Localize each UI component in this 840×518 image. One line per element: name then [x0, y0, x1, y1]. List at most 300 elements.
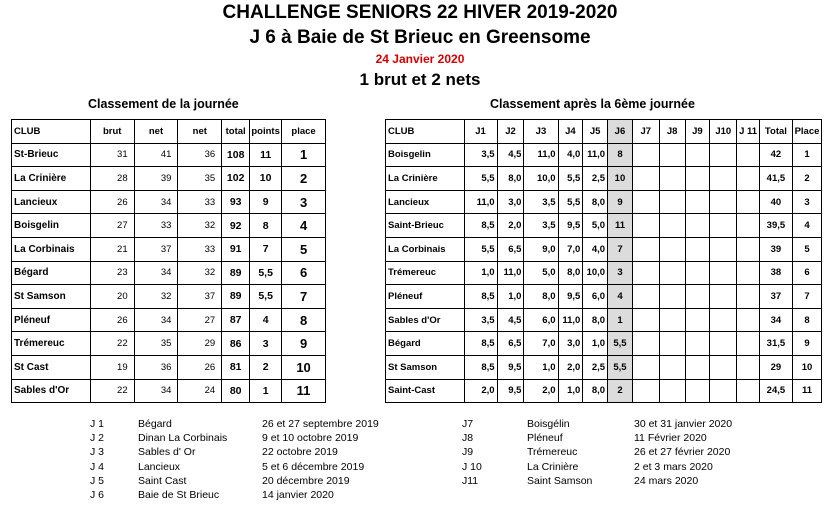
round-points: 2,0 — [464, 379, 497, 403]
net-score-2: 29 — [178, 332, 222, 356]
round-points: 9,5 — [558, 214, 583, 238]
event-subtitle: J 6 à Baie de St Brieuc en Greensome — [249, 27, 591, 48]
round-points: 7,0 — [558, 237, 583, 261]
column-header: J2 — [497, 120, 524, 144]
round-points: 3 — [608, 261, 633, 285]
round-points — [710, 167, 737, 191]
round-points: 10 — [608, 167, 633, 191]
round-points: 11,0 — [558, 308, 583, 332]
total-score: 86 — [222, 332, 250, 356]
round-points — [685, 379, 710, 403]
points: 10 — [250, 167, 282, 191]
brut-score: 23 — [90, 261, 134, 285]
round-points — [710, 379, 737, 403]
round-points — [659, 308, 685, 332]
round-points — [659, 285, 685, 309]
net-score-1: 34 — [134, 308, 178, 332]
round-points: 2,0 — [524, 379, 558, 403]
club-name: St Samson — [12, 285, 91, 309]
page-title: CHALLENGE SENIORS 22 HIVER 2019-2020 — [222, 2, 618, 23]
calendar-club: Trémereuc — [527, 446, 578, 459]
calendar-club: Sables d' Or — [138, 446, 196, 459]
net-score-1: 36 — [134, 355, 178, 379]
total-score: 39,5 — [759, 214, 792, 238]
round-points — [685, 261, 710, 285]
club-name: St Cast — [12, 355, 91, 379]
brut-score: 20 — [90, 285, 134, 309]
place: 6 — [792, 261, 821, 285]
overall-ranking-table — [385, 119, 822, 403]
calendar-j: J 2 — [90, 432, 105, 445]
club-name: St-Brieuc — [12, 143, 91, 167]
brut-score: 22 — [90, 332, 134, 356]
round-points — [632, 261, 659, 285]
calendar-date: 22 octobre 2019 — [262, 446, 338, 459]
total-score: 108 — [222, 143, 250, 167]
round-points — [685, 237, 710, 261]
table-row — [12, 379, 326, 403]
round-points: 8,0 — [583, 379, 608, 403]
brut-score: 22 — [90, 379, 134, 403]
total-score: 42 — [759, 143, 792, 167]
column-header: net — [134, 120, 178, 144]
calendar-club: Saint Cast — [138, 474, 187, 487]
calendar-date: 14 janvier 2020 — [262, 488, 334, 501]
table-row — [12, 285, 326, 309]
calendar-left-clubs — [138, 417, 227, 502]
table-row — [12, 214, 326, 238]
round-points — [737, 332, 760, 356]
round-points — [685, 214, 710, 238]
total-score: 87 — [222, 308, 250, 332]
brut-score: 19 — [90, 355, 134, 379]
calendar-club: Dinan La Corbinais — [138, 432, 228, 445]
net-score-2: 37 — [178, 285, 222, 309]
round-points: 8,0 — [497, 167, 524, 191]
round-points: 5,0 — [524, 261, 558, 285]
points: 5,5 — [250, 285, 282, 309]
round-points: 6,0 — [583, 285, 608, 309]
table-row — [12, 308, 326, 332]
club-name: Boisgelin — [12, 214, 91, 238]
points: 9 — [250, 190, 282, 214]
place: 4 — [282, 214, 326, 238]
round-points — [710, 261, 737, 285]
column-header: CLUB — [12, 120, 91, 144]
total-score: 29 — [759, 355, 792, 379]
round-points — [737, 214, 760, 238]
place: 2 — [282, 167, 326, 191]
round-points: 11,0 — [583, 143, 608, 167]
club-name: La Crinière — [386, 167, 465, 191]
round-points: 2,0 — [558, 355, 583, 379]
round-points: 3,5 — [524, 214, 558, 238]
round-points — [632, 167, 659, 191]
place: 3 — [282, 190, 326, 214]
column-header: brut — [90, 120, 134, 144]
place: 1 — [282, 143, 326, 167]
net-score-1: 34 — [134, 261, 178, 285]
round-points: 5,5 — [608, 355, 633, 379]
place: 4 — [792, 214, 821, 238]
place: 6 — [282, 261, 326, 285]
column-header: J3 — [524, 120, 558, 144]
round-points — [659, 379, 685, 403]
calendar-date: 20 décembre 2019 — [262, 474, 350, 487]
day-ranking-heading: Classement de la journée — [88, 97, 239, 111]
round-points — [632, 332, 659, 356]
round-points — [737, 237, 760, 261]
total-score: 89 — [222, 261, 250, 285]
round-points — [710, 190, 737, 214]
total-score: 93 — [222, 190, 250, 214]
table-row — [386, 143, 822, 167]
club-name: La Corbinais — [386, 237, 465, 261]
round-points: 10,0 — [583, 261, 608, 285]
column-header: J7 — [632, 120, 659, 144]
round-points: 7 — [608, 237, 633, 261]
round-points: 2 — [608, 379, 633, 403]
round-points — [737, 379, 760, 403]
calendar-date: 26 et 27 février 2020 — [634, 446, 731, 459]
place: 5 — [792, 237, 821, 261]
round-points — [685, 285, 710, 309]
round-points — [685, 308, 710, 332]
place: 11 — [282, 379, 326, 403]
net-score-2: 32 — [178, 261, 222, 285]
round-points — [632, 285, 659, 309]
club-name: Saint-Brieuc — [386, 214, 465, 238]
club-name: Saint-Cast — [386, 379, 465, 403]
total-score: 80 — [222, 379, 250, 403]
table-row — [12, 355, 326, 379]
calendar-j: J7 — [462, 418, 474, 430]
place: 10 — [792, 355, 821, 379]
points: 2 — [250, 355, 282, 379]
club-name: Sables d'Or — [386, 308, 465, 332]
round-points — [659, 214, 685, 238]
round-points: 1,0 — [524, 355, 558, 379]
round-points: 9 — [608, 190, 633, 214]
round-points: 9,5 — [497, 355, 524, 379]
club-name: Pléneuf — [12, 308, 91, 332]
column-header: J1 — [464, 120, 497, 144]
round-points: 5,0 — [583, 214, 608, 238]
points: 4 — [250, 308, 282, 332]
round-points: 8 — [608, 143, 633, 167]
round-points: 3,5 — [464, 308, 497, 332]
overall-ranking-header-row — [386, 120, 822, 144]
round-points: 2,5 — [583, 167, 608, 191]
round-points — [710, 332, 737, 356]
calendar-right-rounds — [462, 417, 482, 488]
event-date: 24 Janvier 2020 — [375, 52, 465, 66]
round-points: 3,5 — [464, 143, 497, 167]
brut-score: 21 — [90, 237, 134, 261]
calendar-date: 9 et 10 octobre 2019 — [262, 432, 359, 445]
round-points: 6,5 — [497, 332, 524, 356]
club-name: Bégard — [12, 261, 91, 285]
table-row — [386, 261, 822, 285]
total-score: 41,5 — [759, 167, 792, 191]
round-points — [632, 308, 659, 332]
day-ranking-table — [11, 119, 326, 403]
round-points: 6,0 — [524, 308, 558, 332]
round-points — [659, 190, 685, 214]
calendar-club: Lancieux — [138, 460, 181, 473]
place: 8 — [282, 308, 326, 332]
calendar-right-dates — [634, 417, 732, 488]
net-score-2: 33 — [178, 190, 222, 214]
total-score: 24,5 — [759, 379, 792, 403]
round-points — [659, 261, 685, 285]
round-points: 8,0 — [583, 190, 608, 214]
points: 3 — [250, 332, 282, 356]
column-header: J4 — [558, 120, 583, 144]
club-name: Sables d'Or — [12, 379, 91, 403]
place: 1 — [792, 143, 821, 167]
net-score-1: 33 — [134, 214, 178, 238]
round-points: 4,0 — [558, 143, 583, 167]
total-score: 39 — [759, 237, 792, 261]
round-points: 1 — [608, 308, 633, 332]
round-points — [737, 167, 760, 191]
round-points: 4,5 — [497, 308, 524, 332]
round-points — [659, 167, 685, 191]
round-points — [737, 190, 760, 214]
points: 7 — [250, 237, 282, 261]
table-row — [12, 167, 326, 191]
place: 3 — [792, 190, 821, 214]
round-points: 2,5 — [583, 355, 608, 379]
table-row — [12, 261, 326, 285]
calendar-left-rounds — [90, 417, 104, 502]
calendar-j: J 1 — [90, 418, 105, 430]
round-points — [710, 308, 737, 332]
column-header: Place — [792, 120, 821, 144]
round-points: 4 — [608, 285, 633, 309]
net-score-2: 32 — [178, 214, 222, 238]
points: 8 — [250, 214, 282, 238]
calendar-date: 26 et 27 septembre 2019 — [262, 418, 379, 430]
club-name: St Samson — [386, 355, 465, 379]
round-points: 5,5 — [558, 190, 583, 214]
calendar-j: J 6 — [90, 488, 105, 501]
total-score: 89 — [222, 285, 250, 309]
calendar-club: La Crinière — [527, 460, 579, 473]
round-points: 11 — [608, 214, 633, 238]
table-row — [386, 308, 822, 332]
round-points — [632, 355, 659, 379]
round-points — [659, 237, 685, 261]
club-name: Boisgelin — [386, 143, 465, 167]
place: 9 — [792, 332, 821, 356]
net-score-1: 39 — [134, 167, 178, 191]
table-row — [12, 237, 326, 261]
calendar-club: Pléneuf — [527, 432, 563, 445]
round-points: 11,0 — [497, 261, 524, 285]
total-score: 81 — [222, 355, 250, 379]
round-points — [632, 379, 659, 403]
net-score-2: 36 — [178, 143, 222, 167]
club-name: Trémereuc — [12, 332, 91, 356]
net-score-1: 34 — [134, 190, 178, 214]
calendar-club: Bégard — [138, 418, 172, 430]
round-points — [685, 355, 710, 379]
calendar-date: 24 mars 2020 — [634, 474, 699, 487]
round-points: 11,0 — [524, 143, 558, 167]
round-points — [737, 285, 760, 309]
table-row — [386, 332, 822, 356]
total-score: 37 — [759, 285, 792, 309]
place: 10 — [282, 355, 326, 379]
column-header: J6 — [608, 120, 633, 144]
column-header: total — [222, 120, 250, 144]
round-points: 3,5 — [524, 190, 558, 214]
round-points — [659, 143, 685, 167]
column-header: CLUB — [386, 120, 465, 144]
calendar-left-dates — [262, 417, 379, 502]
round-points: 1,0 — [558, 379, 583, 403]
round-points: 3,0 — [497, 190, 524, 214]
calendar-j: J 10 — [462, 460, 482, 473]
place: 8 — [792, 308, 821, 332]
round-points — [632, 190, 659, 214]
points: 5,5 — [250, 261, 282, 285]
round-points: 4,0 — [583, 237, 608, 261]
round-points — [710, 214, 737, 238]
calendar-date: 2 et 3 mars 2020 — [634, 460, 713, 473]
round-points: 9,0 — [524, 237, 558, 261]
brut-score: 27 — [90, 214, 134, 238]
table-row — [12, 190, 326, 214]
round-points: 3,0 — [558, 332, 583, 356]
round-points: 5,5 — [464, 237, 497, 261]
round-points: 10,0 — [524, 167, 558, 191]
club-name: Lancieux — [386, 190, 465, 214]
column-header: place — [282, 120, 326, 144]
round-points: 8,0 — [583, 308, 608, 332]
calendar-j: J 5 — [90, 474, 105, 487]
round-points: 8,0 — [524, 285, 558, 309]
round-points: 6,5 — [497, 237, 524, 261]
round-points — [737, 143, 760, 167]
table-row — [386, 237, 822, 261]
total-score: 40 — [759, 190, 792, 214]
place: 7 — [792, 285, 821, 309]
round-points: 5,5 — [608, 332, 633, 356]
round-points — [710, 355, 737, 379]
net-score-1: 35 — [134, 332, 178, 356]
round-points — [632, 143, 659, 167]
points: 11 — [250, 143, 282, 167]
table-row — [386, 167, 822, 191]
round-points — [659, 332, 685, 356]
round-points — [737, 308, 760, 332]
round-points — [710, 237, 737, 261]
table-row — [386, 214, 822, 238]
column-header: net — [178, 120, 222, 144]
column-header: J10 — [710, 120, 737, 144]
calendar-club: Saint Samson — [527, 474, 593, 487]
net-score-1: 37 — [134, 237, 178, 261]
brut-score: 26 — [90, 190, 134, 214]
day-ranking-header-row — [12, 120, 326, 144]
net-score-2: 26 — [178, 355, 222, 379]
total-score: 34 — [759, 308, 792, 332]
net-score-2: 24 — [178, 379, 222, 403]
column-header: points — [250, 120, 282, 144]
place: 2 — [792, 167, 821, 191]
round-points — [737, 261, 760, 285]
column-header: J 11 — [737, 120, 760, 144]
table-row — [386, 190, 822, 214]
points: 1 — [250, 379, 282, 403]
calendar-j: J 4 — [90, 460, 105, 473]
club-name: Trémereuc — [386, 261, 465, 285]
round-points — [737, 355, 760, 379]
calendar-date: 11 Février 2020 — [634, 432, 707, 445]
round-points: 8,0 — [558, 261, 583, 285]
round-points — [710, 285, 737, 309]
round-points — [659, 355, 685, 379]
round-points: 8,5 — [464, 355, 497, 379]
net-score-2: 33 — [178, 237, 222, 261]
net-score-2: 27 — [178, 308, 222, 332]
club-name: Bégard — [386, 332, 465, 356]
calendar-j: J8 — [462, 432, 474, 445]
table-row — [386, 285, 822, 309]
round-points: 4,5 — [497, 143, 524, 167]
round-points: 7,0 — [524, 332, 558, 356]
round-points: 5,5 — [464, 167, 497, 191]
round-points: 1,0 — [583, 332, 608, 356]
column-header: Total — [759, 120, 792, 144]
overall-ranking-heading: Classement après la 6ème journée — [490, 97, 695, 111]
calendar-club: Boisgélin — [527, 418, 570, 430]
club-name: La Crinière — [12, 167, 91, 191]
place: 5 — [282, 237, 326, 261]
total-score: 102 — [222, 167, 250, 191]
table-row — [386, 379, 822, 403]
round-points — [632, 214, 659, 238]
round-points: 2,0 — [497, 214, 524, 238]
table-row — [386, 355, 822, 379]
net-score-1: 34 — [134, 379, 178, 403]
brut-score: 26 — [90, 308, 134, 332]
round-points: 5,5 — [558, 167, 583, 191]
club-name: Pléneuf — [386, 285, 465, 309]
round-points: 8,5 — [464, 214, 497, 238]
brut-score: 28 — [90, 167, 134, 191]
round-points: 9,5 — [497, 379, 524, 403]
calendar-j: J11 — [462, 474, 479, 487]
total-score: 38 — [759, 261, 792, 285]
total-score: 92 — [222, 214, 250, 238]
net-score-1: 41 — [134, 143, 178, 167]
total-score: 31,5 — [759, 332, 792, 356]
round-points — [632, 237, 659, 261]
round-points: 8,5 — [464, 285, 497, 309]
table-row — [12, 143, 326, 167]
calendar-date: 5 et 6 décembre 2019 — [262, 460, 365, 473]
round-points: 8,5 — [464, 332, 497, 356]
round-points: 11,0 — [464, 190, 497, 214]
club-name: Lancieux — [12, 190, 91, 214]
brut-score: 31 — [90, 143, 134, 167]
column-header: J8 — [659, 120, 685, 144]
place: 9 — [282, 332, 326, 356]
